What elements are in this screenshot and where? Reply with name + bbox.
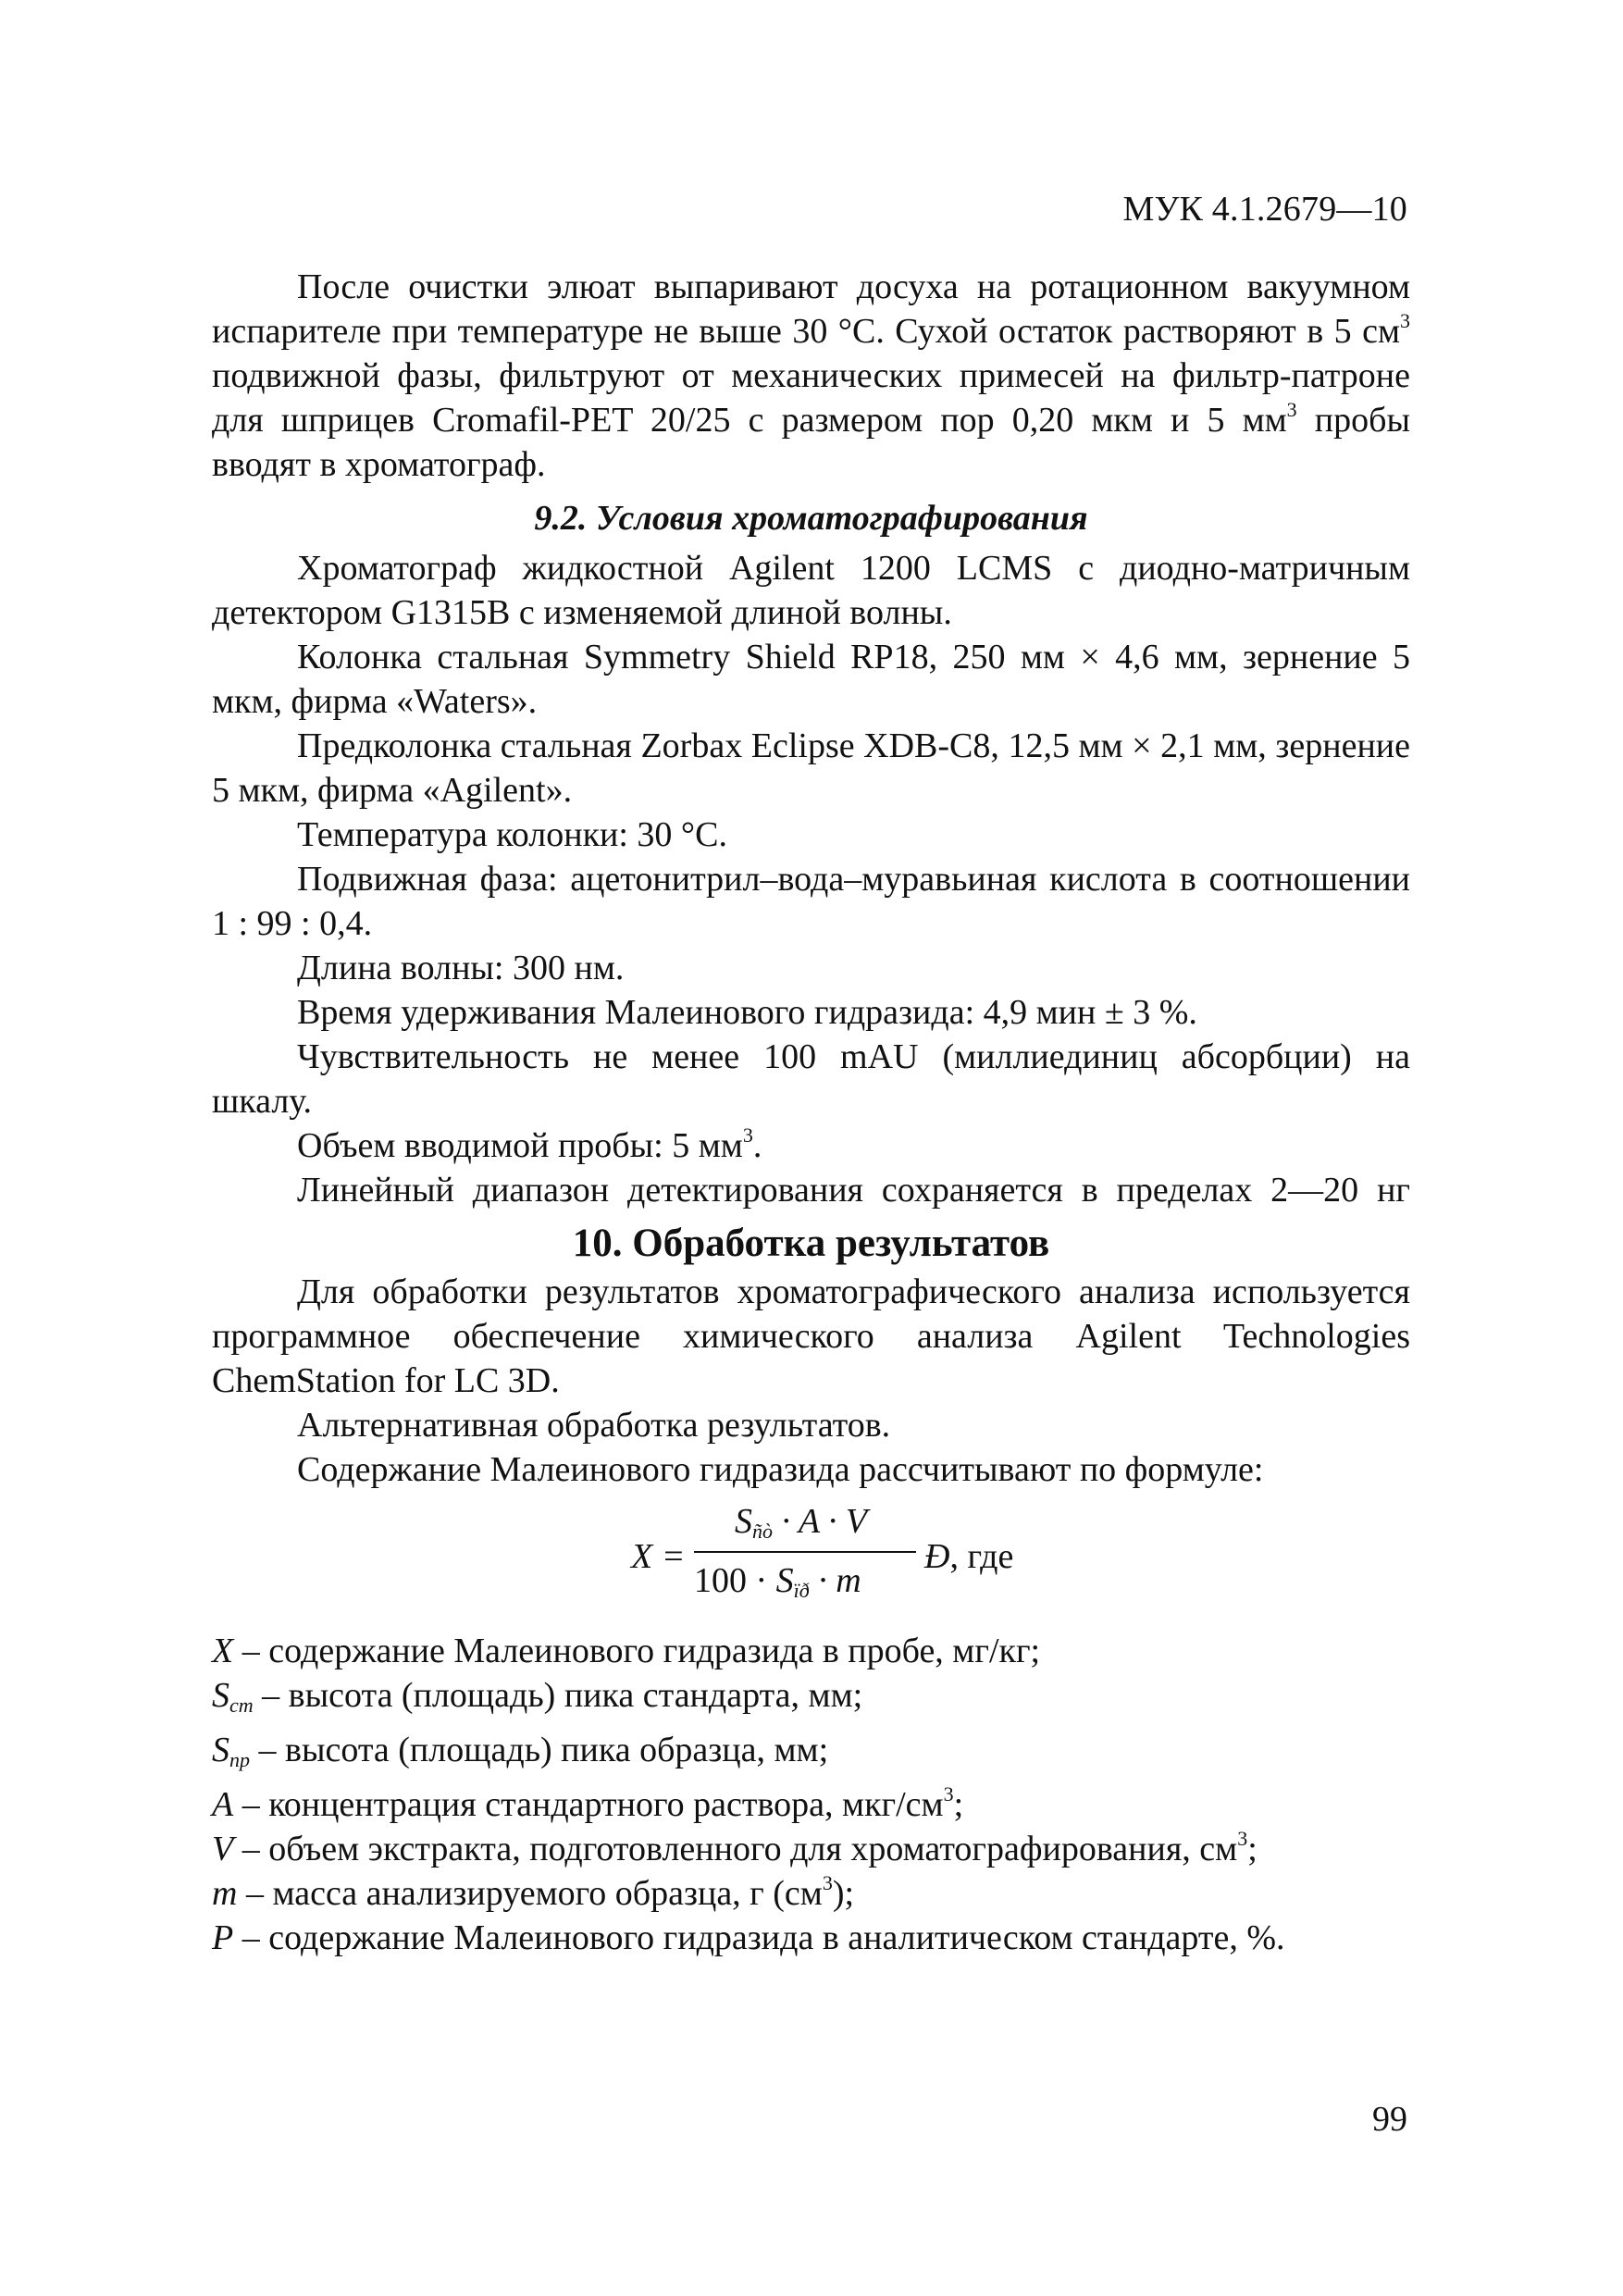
- superscript: 3: [1400, 309, 1410, 332]
- superscript: 3: [943, 1782, 954, 1806]
- chromatograph-paragraph: Хроматограф жидкостной Agilent 1200 LCMS с диодно-матричным детектором G1315В с изменяемой длиной волны.: [212, 549, 1410, 632]
- formula: [212, 1499, 1410, 1618]
- software-paragraph: Для обработки результатов хроматографического анализа используется программное обеспечение химического анализа Agilent Technologies ChemStation for LC 3D.: [212, 1272, 1410, 1400]
- definition-tail: );: [832, 1874, 855, 1913]
- intro-text-part: подвижной фазы, фильтруют от механических примесей на фильтр-патроне для шприцев Cromafil-PET 20/25 с размером пор 0,20 мкм и 5 мм: [212, 356, 1410, 440]
- definition-symbol: S: [212, 1676, 229, 1715]
- linear-range-paragraph: Линейный диапазон детектирования сохраняется в пределах 2—20 нг: [297, 1171, 1410, 1210]
- intro-text-part: пробы вводят в хроматограф.: [212, 401, 1410, 484]
- wavelength-paragraph: Длина волны: 300 нм.: [297, 949, 625, 987]
- mobile-phase-paragraph: Подвижная фаза: ацетонитрил–вода–муравьиная кислота в соотношении 1 : 99 : 0,4.: [212, 860, 1410, 943]
- page-content: [212, 265, 1410, 1960]
- definition-symbol: X: [212, 1632, 234, 1670]
- fraction-bar: [694, 1551, 916, 1553]
- definition-symbol: V: [212, 1830, 234, 1868]
- formula-numerator-rest: · A · V: [773, 1502, 868, 1541]
- superscript: 3: [1286, 398, 1297, 421]
- definition-tail: ;: [1247, 1830, 1258, 1868]
- injection-volume-paragraph: [212, 1123, 1410, 1168]
- formula-denominator: [694, 1558, 861, 1613]
- definition-text: – масса анализируемого образца, г (см: [237, 1874, 823, 1913]
- formula-denominator-rest: · m: [809, 1561, 861, 1600]
- formula-intro-paragraph: Содержание Малеинового гидразида рассчитывают по формуле:: [297, 1450, 1264, 1489]
- formula-symbol: S: [735, 1502, 752, 1541]
- definition-text: – объем экстракта, подготовленного для хроматографирования, см: [233, 1830, 1238, 1868]
- retention-time-paragraph: Время удерживания Малеинового гидразида: 4,9 мин ± 3 %.: [297, 993, 1197, 1032]
- definition-item: [212, 1629, 1410, 1673]
- definition-subscript: пр: [229, 1748, 250, 1771]
- definition-item: [212, 1782, 1410, 1827]
- superscript: 3: [742, 1123, 753, 1147]
- page-number: 99: [1372, 2100, 1407, 2139]
- definition-symbol: m: [212, 1874, 238, 1913]
- definition-subscript: ст: [229, 1694, 254, 1717]
- definition-item: [212, 1728, 1410, 1782]
- document-code: МУК 4.1.2679—10: [1122, 190, 1407, 229]
- precolumn-paragraph: Предколонка стальная Zorbax Eclipse XDB-C8, 12,5 мм × 2,1 мм, зернение 5 мкм, фирма «Agilent».: [212, 726, 1410, 810]
- superscript: 3: [1237, 1827, 1248, 1850]
- formula-symbol: Ð: [924, 1537, 950, 1576]
- definition-item: [212, 1916, 1410, 1960]
- section-9-2-heading: 9.2. Условия хроматографирования: [534, 499, 1088, 538]
- formula-rhs-text: , где: [949, 1537, 1014, 1576]
- intro-paragraph: [212, 265, 1410, 487]
- section-10-heading: 10. Обработка результатов: [572, 1222, 1050, 1265]
- definition-item: [212, 1673, 1410, 1728]
- formula-rhs: [924, 1534, 1013, 1579]
- sensitivity-paragraph: Чувствительность не менее 100 mAU (миллиединиц абсорбции) на шкалу.: [212, 1037, 1410, 1121]
- formula-subscript: ïð: [793, 1579, 810, 1602]
- definition-symbol: S: [212, 1731, 229, 1769]
- column-paragraph: Колонка стальная Symmetry Shield RP18, 250 мм × 4,6 мм, зернение 5 мкм, фирма «Waters».: [212, 638, 1410, 721]
- injection-volume-text: Объем вводимой пробы: 5 мм: [297, 1126, 743, 1165]
- definition-symbol: P: [212, 1918, 234, 1957]
- definition-text: – высота (площадь) пика образца, мм;: [250, 1731, 829, 1769]
- alternative-paragraph: Альтернативная обработка результатов.: [297, 1406, 891, 1445]
- definition-item: [212, 1871, 1410, 1916]
- definition-tail: ;: [953, 1785, 964, 1824]
- formula-lhs: X =: [631, 1537, 686, 1576]
- temperature-paragraph: Температура колонки: 30 °С.: [297, 815, 727, 854]
- formula-numerator: [735, 1499, 867, 1554]
- superscript: 3: [822, 1871, 833, 1894]
- formula-denominator-prefix: 100 ·: [694, 1561, 776, 1600]
- definition-text: – высота (площадь) пика стандарта, мм;: [253, 1676, 863, 1715]
- variable-definitions: [212, 1629, 1410, 1960]
- intro-text-part: После очистки элюат выпаривают досуха на ротационном вакуумном испарителе при температуре не выше 30 °С. Сухой остаток растворяют в 5 см: [212, 267, 1410, 351]
- definition-text: – содержание Малеинового гидразида в пробе, мг/кг;: [233, 1632, 1041, 1670]
- definition-text: – содержание Малеинового гидразида в аналитическом стандарте, %.: [233, 1918, 1285, 1957]
- formula-symbol: S: [775, 1561, 794, 1600]
- formula-subscript: ñò: [752, 1520, 773, 1543]
- injection-volume-tail: .: [752, 1126, 762, 1165]
- definition-item: [212, 1827, 1410, 1871]
- definition-text: – концентрация стандартного раствора, мкг/см: [233, 1785, 944, 1824]
- definition-symbol: A: [212, 1785, 234, 1824]
